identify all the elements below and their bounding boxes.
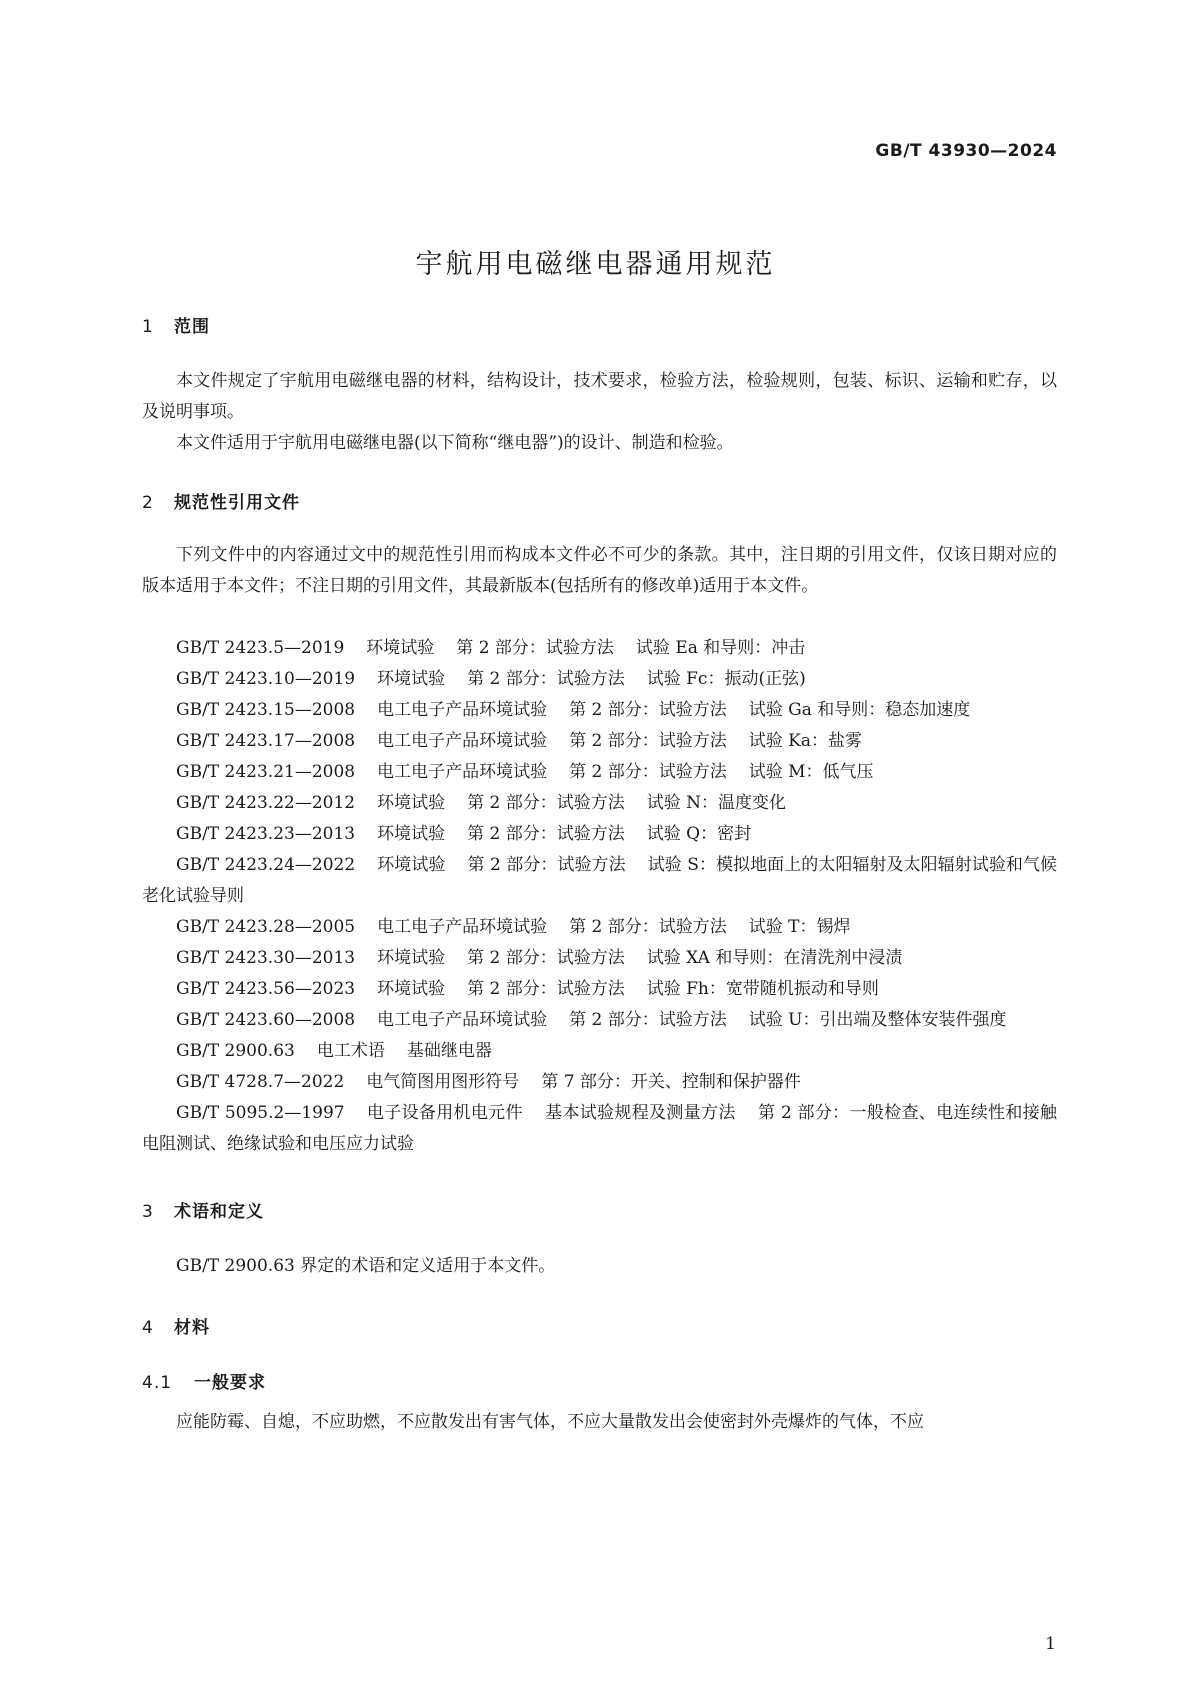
reference-entry <box>142 850 1057 912</box>
section-4-1-heading <box>142 1368 266 1393</box>
paragraph: 本文件规定了宇航用电磁继电器的材料，结构设计，技术要求，检验方法，检验规则，包装、标识、运输和贮存，以及说明事项。 <box>142 371 1057 422</box>
reference-entry <box>142 1036 1057 1067</box>
reference-title-part: 电工电子产品环境试验 <box>377 762 548 782</box>
reference-title-part: 试验 Ea 和导则：冲击 <box>635 638 806 658</box>
reference-code: GB/T 2423.28—2005 <box>176 917 356 937</box>
reference-code: GB/T 2423.56—2023 <box>176 979 356 999</box>
reference-title-part: 基本试验规程及测量方法 <box>544 1103 736 1123</box>
section-title: 材料 <box>174 1318 210 1338</box>
paragraph: 应能防霉、自熄，不应助燃，不应散发出有害气体，不应大量散发出会使密封外壳爆炸的气体，不应 <box>176 1412 924 1432</box>
reference-title-part: 环境试验 <box>377 948 446 968</box>
reference-title-part: 基础继电器 <box>406 1041 492 1061</box>
section-2-intro <box>142 540 1057 602</box>
section-title: 范围 <box>174 317 210 337</box>
reference-title-part: 电工电子产品环境试验 <box>377 731 548 751</box>
reference-list <box>142 633 1057 1160</box>
reference-title-part: 试验 S：模拟地面上的太阳辐射及太阳辐射试验和气候老化试验导则 <box>142 855 1058 906</box>
reference-title-part: 试验 Q：密封 <box>646 824 752 844</box>
section-title: 一般要求 <box>194 1373 266 1393</box>
reference-title-part: 第 2 部分：试验方法 <box>569 762 727 782</box>
reference-title-part: 第 2 部分：试验方法 <box>569 700 727 720</box>
reference-code: GB/T 2423.22—2012 <box>176 793 356 813</box>
reference-title-part: 第 2 部分：试验方法 <box>456 638 614 658</box>
section-number: 3 <box>142 1202 154 1222</box>
reference-title-part: 第 2 部分：试验方法 <box>569 1010 727 1030</box>
reference-title-part: 环境试验 <box>377 979 446 999</box>
section-title: 规范性引用文件 <box>174 493 300 513</box>
reference-entry <box>142 819 1057 850</box>
reference-title-part: 第 7 部分：开关、控制和保护器件 <box>541 1072 801 1092</box>
reference-code: GB/T 2900.63 <box>176 1041 295 1061</box>
reference-entry <box>142 974 1057 1005</box>
section-4-heading <box>142 1313 210 1338</box>
section-1-body <box>142 366 1057 459</box>
reference-title-part: 第 2 部分：试验方法 <box>467 824 625 844</box>
reference-title-part: 试验 Fh：宽带随机振动和导则 <box>646 979 879 999</box>
section-4-1-body <box>142 1407 1057 1438</box>
reference-code: GB/T 2423.21—2008 <box>176 762 356 782</box>
reference-title-part: 环境试验 <box>377 669 446 689</box>
document-title: 宇航用电磁继电器通用规范 <box>415 249 776 280</box>
section-1-heading <box>142 312 210 337</box>
reference-entry <box>142 788 1057 819</box>
section-number: 1 <box>142 317 154 337</box>
reference-code: GB/T 2423.15—2008 <box>176 700 356 720</box>
reference-title-part: 第 2 部分：试验方法 <box>569 917 727 937</box>
reference-title-part: 电气简图用图形符号 <box>366 1072 520 1092</box>
reference-entry <box>142 943 1057 974</box>
reference-title-part: 第 2 部分：一般检查、电连续性和接触电阻测试、绝缘试验和电压应力试验 <box>142 1103 1058 1154</box>
reference-title-part: 试验 XA 和导则：在清洗剂中浸渍 <box>646 948 903 968</box>
reference-code: GB/T 2423.17—2008 <box>176 731 356 751</box>
paragraph: GB/T 2900.63 界定的术语和定义适用于本文件。 <box>176 1256 556 1276</box>
reference-title-part: 电工电子产品环境试验 <box>377 917 548 937</box>
reference-title-part: 试验 Ga 和导则：稳态加速度 <box>748 700 971 720</box>
reference-title-part: 电工电子产品环境试验 <box>377 1010 548 1030</box>
reference-code: GB/T 2423.10—2019 <box>176 669 356 689</box>
reference-code: GB/T 2423.23—2013 <box>176 824 356 844</box>
reference-title-part: 第 2 部分：试验方法 <box>467 948 625 968</box>
reference-title-part: 第 2 部分：试验方法 <box>569 731 727 751</box>
reference-title-part: 电工电子产品环境试验 <box>377 700 548 720</box>
section-number: 4.1 <box>142 1373 173 1393</box>
reference-entry <box>142 633 1057 664</box>
reference-title-part: 环境试验 <box>377 824 446 844</box>
reference-title-part: 试验 N：温度变化 <box>646 793 787 813</box>
reference-code: GB/T 4728.7—2022 <box>176 1072 345 1092</box>
paragraph: 下列文件中的内容通过文中的规范性引用而构成本文件必不可少的条款。其中，注日期的引用文件，仅该日期对应的版本适用于本文件；不注日期的引用文件，其最新版本(包括所有的修改单)适用于本文件。 <box>142 545 1057 596</box>
reference-title-part: 第 2 部分：试验方法 <box>467 793 625 813</box>
reference-title-part: 环境试验 <box>377 793 446 813</box>
reference-title-part: 试验 M：低气压 <box>748 762 874 782</box>
reference-code: GB/T 2423.5—2019 <box>176 638 345 658</box>
reference-entry <box>142 912 1057 943</box>
reference-entry <box>142 1098 1057 1160</box>
reference-code: GB/T 2423.30—2013 <box>176 948 356 968</box>
reference-title-part: 第 2 部分：试验方法 <box>467 669 625 689</box>
paragraph: 本文件适用于宇航用电磁继电器(以下简称“继电器”)的设计、制造和检验。 <box>176 433 734 453</box>
reference-title-part: 试验 U：引出端及整体安装件强度 <box>748 1010 1007 1030</box>
reference-title-part: 环境试验 <box>366 638 435 658</box>
reference-code: GB/T 2423.24—2022 <box>176 855 356 875</box>
section-2-heading <box>142 488 300 513</box>
reference-entry <box>142 726 1057 757</box>
reference-entry <box>142 757 1057 788</box>
page-number: 1 <box>1045 1634 1056 1654</box>
reference-entry <box>142 1005 1057 1036</box>
reference-title-part: 第 2 部分：试验方法 <box>467 979 625 999</box>
section-3-body <box>142 1251 1057 1282</box>
reference-code: GB/T 5095.2—1997 <box>176 1103 345 1123</box>
reference-title-part: 试验 Fc：振动(正弦) <box>646 669 806 689</box>
section-title: 术语和定义 <box>174 1202 264 1222</box>
reference-entry <box>142 664 1057 695</box>
reference-title-part: 试验 T：锡焊 <box>748 917 851 937</box>
standard-number: GB/T 43930—2024 <box>875 141 1057 161</box>
reference-code: GB/T 2423.60—2008 <box>176 1010 356 1030</box>
section-number: 2 <box>142 493 154 513</box>
reference-entry <box>142 1067 1057 1098</box>
reference-title-part: 试验 Ka：盐雾 <box>748 731 862 751</box>
reference-title-part: 电子设备用机电元件 <box>366 1103 523 1123</box>
reference-title-part: 第 2 部分：试验方法 <box>467 855 626 875</box>
section-number: 4 <box>142 1318 154 1338</box>
section-3-heading <box>142 1197 264 1222</box>
reference-title-part: 电工术语 <box>316 1041 385 1061</box>
reference-title-part: 环境试验 <box>377 855 446 875</box>
reference-entry <box>142 695 1057 726</box>
